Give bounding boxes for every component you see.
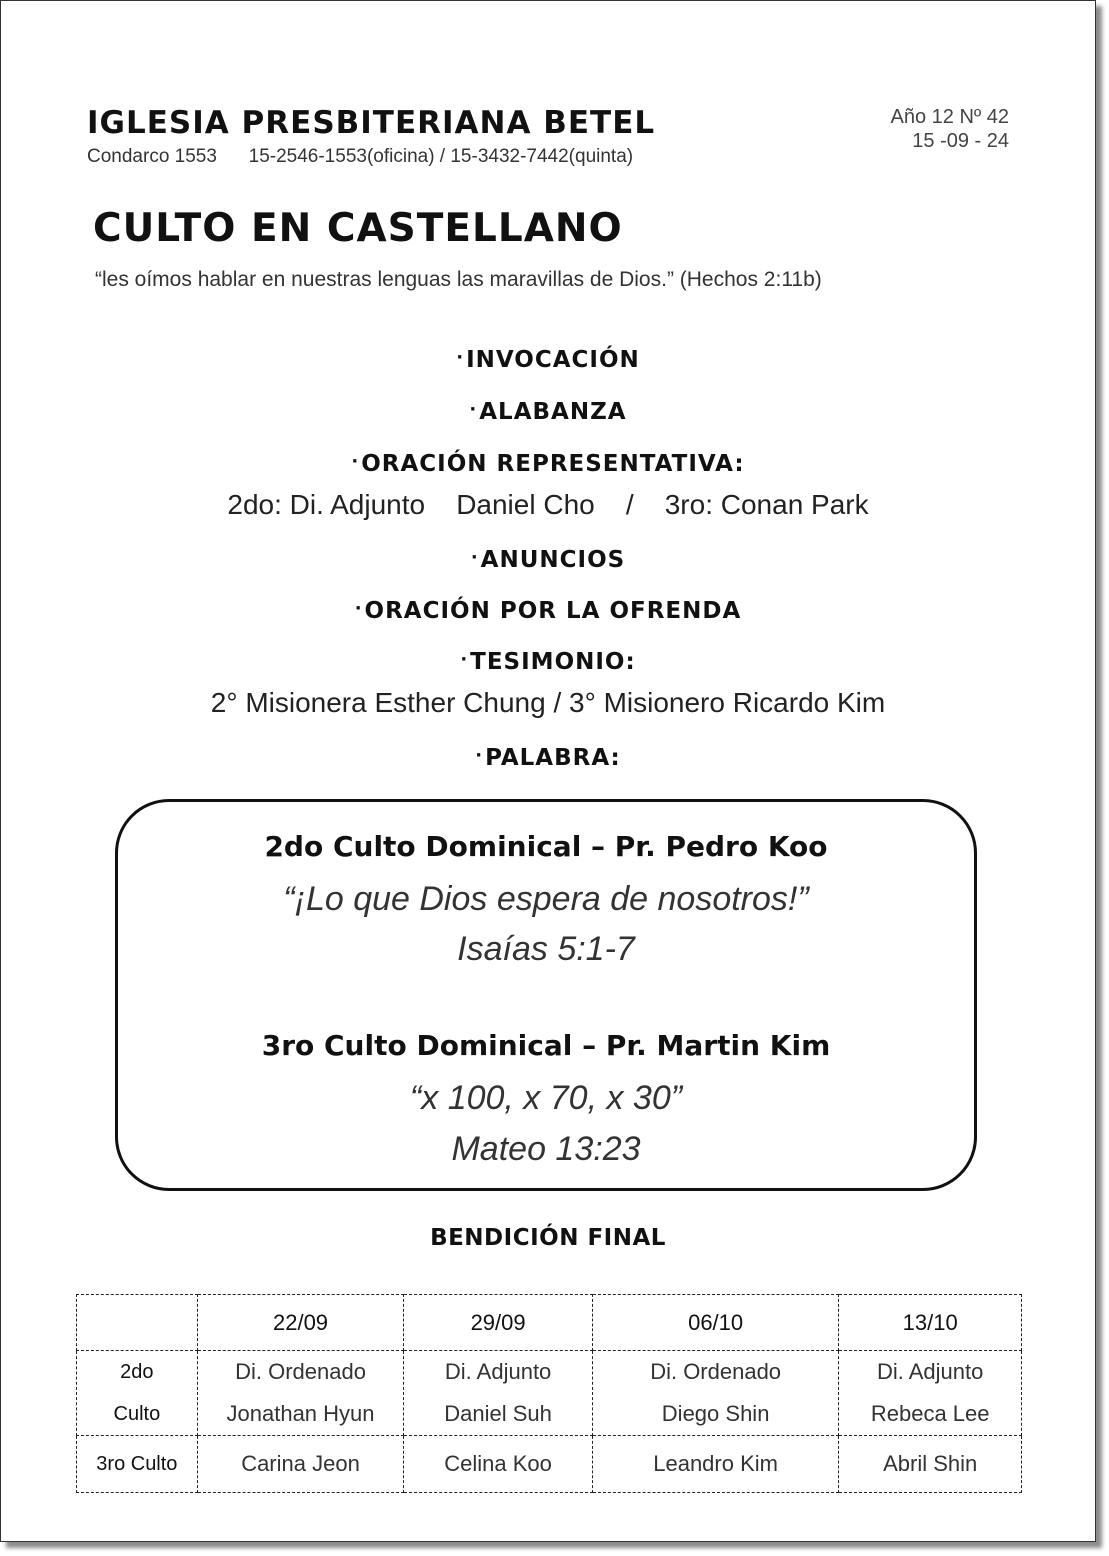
table-date: 06/10 [592, 1295, 838, 1351]
issue-info [871, 105, 1009, 153]
church-address: Condarco 1553 [87, 146, 217, 167]
issue-number: Año 12 Nº 42 [890, 106, 1009, 128]
table-date: 13/10 [839, 1295, 1022, 1351]
bullet: · [469, 399, 478, 420]
sermon-2do-heading: 2do Culto Dominical – Pr. Pedro Koo [264, 830, 828, 863]
table-cell: Di. Ordenado Diego Shin [592, 1351, 838, 1436]
table-row [77, 1351, 1022, 1436]
duty-schedule-table [76, 1294, 1022, 1493]
bullet: · [460, 649, 469, 670]
order-anuncios: ·ANUNCIOS [470, 547, 626, 573]
contact-line [87, 146, 633, 168]
table-cell: Di. Ordenado Jonathan Hyun [197, 1351, 404, 1436]
bullet: · [351, 451, 360, 472]
bullet: · [456, 347, 465, 368]
church-name: IGLESIA PRESBITERIANA BETEL [87, 105, 656, 141]
table-row [77, 1436, 1022, 1493]
testimonio-detail: 2° Misionera Esther Chung / 3° Misionero Ricardo Kim [210, 687, 886, 718]
service-title: CULTO EN CASTELLANO [93, 206, 623, 251]
table-cell: Celina Koo [404, 1436, 593, 1493]
table-cell: Abril Shin [839, 1436, 1022, 1493]
order-testimonio: ·TESIMONIO: [460, 649, 636, 675]
order-oracion-ofrenda: ·ORACIÓN POR LA OFRENDA [354, 598, 742, 624]
table-header-row [77, 1295, 1022, 1351]
table-cell: Leandro Kim [592, 1436, 838, 1493]
oracion-representativa-detail: 2do: Di. Adjunto Daniel Cho / 3ro: Conan Park [227, 489, 869, 520]
table-cell: Di. Adjunto Daniel Suh [404, 1351, 593, 1436]
sermon-3ro-title: “x 100, x 70, x 30” [409, 1079, 683, 1117]
bullet: · [470, 547, 479, 568]
order-alabanza: ·ALABANZA [469, 399, 627, 425]
order-oracion-representativa: ·ORACIÓN REPRESENTATIVA: [351, 451, 745, 477]
sermon-3ro-heading: 3ro Culto Dominical – Pr. Martin Kim [261, 1029, 831, 1062]
table-cell: Carina Jeon [197, 1436, 404, 1493]
sermon-2do-reference: Isaías 5:1-7 [457, 930, 635, 968]
row-label-3ro: 3ro Culto [77, 1436, 198, 1493]
sermon-3ro-reference: Mateo 13:23 [451, 1130, 641, 1168]
row-label-2do: 2do Culto [77, 1351, 198, 1436]
bullet: · [475, 745, 484, 766]
issue-date: 15 -09 - 24 [912, 130, 1009, 152]
table-cell: Di. Adjunto Rebeca Lee [839, 1351, 1022, 1436]
sermon-box [115, 799, 977, 1191]
order-palabra: ·PALABRA: [475, 745, 621, 771]
order-invocacion: ·INVOCACIÓN [456, 347, 640, 373]
closing-blessing: BENDICIÓN FINAL [430, 1225, 666, 1251]
service-verse: “les oímos hablar en nuestras lenguas las maravillas de Dios.” (Hechos 2:11b) [95, 268, 822, 291]
table-corner-cell [77, 1295, 198, 1351]
church-phones: 15-2546-1553(oficina) / 15-3432-7442(quinta) [248, 146, 634, 167]
table-date: 29/09 [404, 1295, 593, 1351]
table-date: 22/09 [197, 1295, 404, 1351]
sermon-2do-title: “¡Lo que Dios espera de nosotros!” [283, 880, 809, 918]
bullet: · [354, 598, 363, 619]
